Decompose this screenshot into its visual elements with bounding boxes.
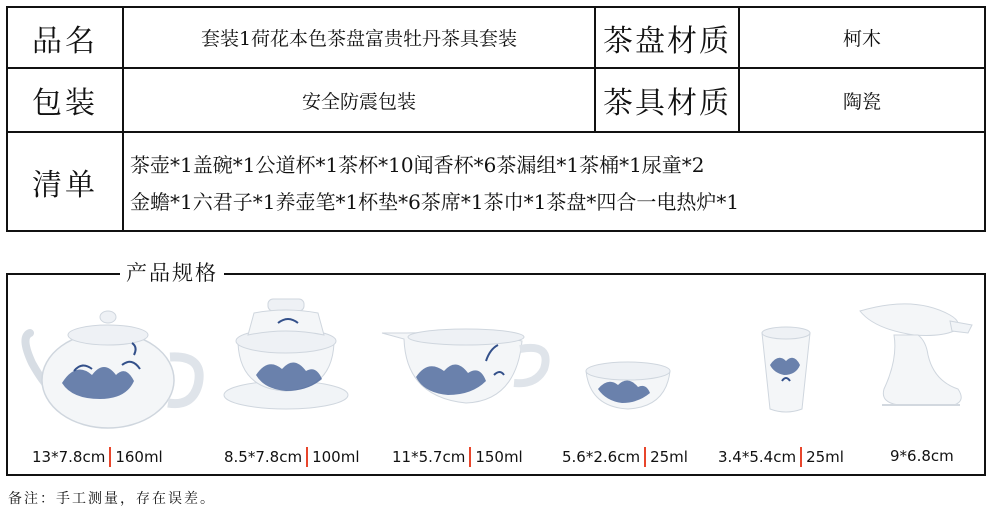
spec-row-list bbox=[8, 133, 984, 230]
caption-separator bbox=[800, 447, 802, 467]
caption-separator bbox=[306, 447, 308, 467]
caption-separator bbox=[109, 447, 111, 467]
teacup-capacity: 25ml bbox=[650, 448, 688, 466]
item-list bbox=[130, 147, 980, 221]
aroma-cup-capacity: 25ml bbox=[806, 448, 844, 466]
spec-row-name bbox=[8, 8, 984, 69]
teapot-icon bbox=[10, 285, 210, 435]
product-specs-panel bbox=[6, 261, 986, 476]
teapot-size: 13*7.8cm bbox=[32, 448, 106, 466]
teacup-size: 5.6*2.6cm bbox=[562, 448, 641, 466]
tray-material-label: 茶盘材质 bbox=[596, 8, 740, 67]
aroma-cup-caption bbox=[718, 447, 844, 467]
teapot-caption bbox=[32, 447, 163, 467]
strainer-icon bbox=[854, 285, 984, 435]
tray-material-value: 柯木 bbox=[842, 28, 881, 50]
product-item-gaiwan bbox=[216, 285, 386, 475]
aroma-cup-icon bbox=[716, 285, 866, 435]
measurement-note: 备注：手工测量，存在误差。 bbox=[8, 491, 216, 507]
teacup-icon bbox=[556, 285, 706, 435]
list-label: 清单 bbox=[8, 133, 124, 230]
package-value: 安全防震包装 bbox=[124, 69, 596, 131]
gaiwan-caption bbox=[224, 447, 360, 467]
gaiwan-icon bbox=[216, 285, 386, 435]
name-label: 品名 bbox=[8, 8, 124, 67]
item-list-line-2: 金蟾*1六君子*1养壶笔*1杯垫*6茶席*1茶巾*1茶盘*四合一电热炉*1 bbox=[130, 190, 740, 214]
spec-table bbox=[6, 6, 986, 232]
pitcher-capacity: 150ml bbox=[475, 448, 523, 466]
spec-row-package bbox=[8, 69, 984, 133]
pitcher-icon bbox=[376, 285, 566, 435]
set-material-label: 茶具材质 bbox=[596, 69, 740, 131]
name-value: 套装1荷花本色茶盘富贵牡丹茶具套装 bbox=[124, 8, 596, 67]
gaiwan-capacity: 100ml bbox=[312, 448, 360, 466]
pitcher-caption bbox=[392, 447, 523, 467]
gaiwan-size: 8.5*7.8cm bbox=[224, 448, 303, 466]
set-material-value: 陶瓷 bbox=[842, 90, 881, 113]
teacup-caption bbox=[562, 447, 688, 467]
product-item-strainer bbox=[854, 285, 984, 475]
pitcher-size: 11*5.7cm bbox=[392, 448, 466, 466]
product-item-teacup bbox=[556, 285, 706, 475]
strainer-caption bbox=[890, 447, 954, 465]
item-list-line-1: 茶壶*1盖碗*1公道杯*1茶杯*10闻香杯*6茶漏组*1茶桶*1尿童*2 bbox=[130, 153, 705, 177]
product-item-pitcher bbox=[376, 285, 566, 475]
caption-separator bbox=[469, 447, 471, 467]
product-item-aroma-cup bbox=[716, 285, 866, 475]
product-specs-title: 产品规格 bbox=[120, 260, 224, 286]
caption-separator bbox=[644, 447, 646, 467]
teapot-capacity: 160ml bbox=[115, 448, 163, 466]
product-item-teapot bbox=[10, 285, 210, 475]
package-label: 包装 bbox=[8, 69, 124, 131]
aroma-cup-size: 3.4*5.4cm bbox=[718, 448, 797, 466]
strainer-size: 9*6.8cm bbox=[890, 447, 954, 465]
